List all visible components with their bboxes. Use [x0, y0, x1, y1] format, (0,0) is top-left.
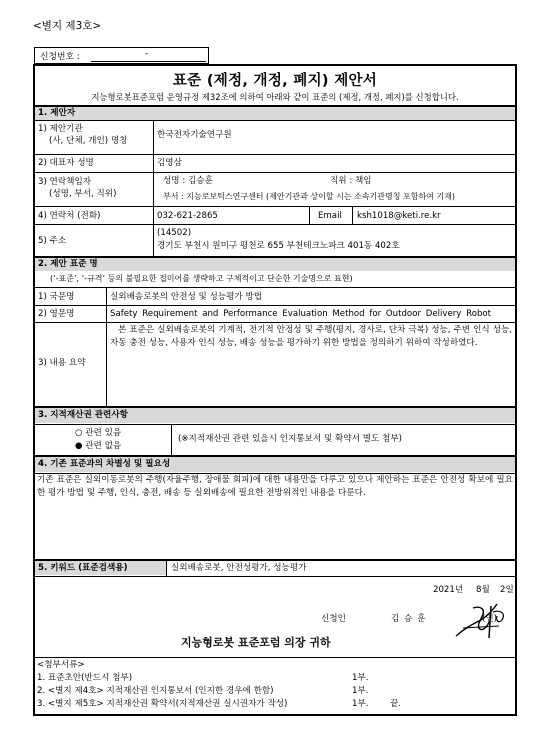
form-title: 표준 (제정, 개정, 폐지) 제안서: [172, 73, 378, 89]
applicant-label: 신청인: [321, 614, 346, 624]
divider: [35, 287, 515, 288]
email-value: ksh1018@keti.re.kr: [357, 211, 441, 221]
column-divider: [171, 424, 172, 455]
section2-header: [35, 258, 515, 271]
divider: [35, 657, 515, 658]
representative-value: 김영삼: [157, 158, 182, 168]
english-name-label: 2) 영문명: [38, 309, 75, 319]
attachment-item: 3. <별지 제5호> 지적재산권 확약서(지적재산권 실시권자가 작성): [37, 699, 288, 709]
attachments-end: 끝.: [390, 699, 402, 709]
form-intro: 지능형로봇표준포럼 운영규정 제32조에 의하여 아래와 같이 표준의 (제정, 개정, 폐지)를 신청합니다.: [91, 92, 459, 102]
attachment-count: 1부.: [352, 699, 369, 709]
divider: [35, 154, 515, 155]
korean-name-value: 실외배송로봇의 안전성 및 성능평가 방법: [110, 292, 263, 302]
necessity-body: 기존 표준은 실외이동로봇의 주행(자율주행, 장애물 회피)에 대한 내용만을 다루고 있으나 제안하는 표준은 안전성 확보에 필요한 평가 방법 및 주행, 인식, 충전, 배송 등 실외배송에 필요한 전방위적인 내용을 다룬다.: [37, 475, 513, 498]
section5-title: 5. 키워드 (표준검색용): [38, 563, 128, 573]
phone-value: 032-621-2865: [157, 211, 218, 221]
section4-title: 4. 기존 표준과의 차별성 및 필요성: [38, 459, 171, 469]
application-number-line: [91, 61, 206, 62]
contact-department: 부서 : 지능로보틱스연구센터 (제안기관과 상이할 시는 소속기관명칭 포함하여 기재): [163, 192, 456, 201]
section1-header: [35, 107, 515, 120]
divider: [35, 224, 515, 225]
attachments-title: <첨부서류>: [37, 660, 85, 670]
ip-note: (※지적재산권 관련 있을시 인지통보서 및 확약서 별도 첨부): [178, 434, 402, 444]
org-label: 1) 제안기관: [38, 124, 83, 134]
application-number-label: 신청번호 :: [40, 52, 80, 62]
ip-option-no[interactable]: ● 관련 없음: [75, 441, 122, 451]
english-name-value: Safety Requirement and Performance Evaluation Method for Outdoor Delivery Robot: [110, 309, 492, 319]
summary-value: 본 표준은 실외배송로봇의 기계적, 전기적 안정성 및 주행(평지, 경사로, 단차 극복) 성능, 주변 인식 성능, 자동 충전 성능, 사용자 인식 성능, 배송 성능을 평가하기 위한 방법을 정의하기 위하여 작성하였다.: [110, 325, 512, 348]
org-label-sub: (사, 단체, 개인) 명칭: [49, 136, 128, 146]
address-value: 경기도 부천시 원미구 평천로 655 부천테크노파크 401동 402호: [157, 241, 400, 251]
date-day: 2일: [500, 585, 514, 595]
column-divider: [352, 206, 353, 224]
signature-icon: [453, 598, 509, 642]
divider: [35, 206, 515, 207]
divider: [35, 120, 515, 121]
attachment-count: 1부.: [352, 673, 369, 683]
korean-name-label: 1) 국문명: [38, 292, 75, 302]
section1-title: 1. 제안자: [38, 108, 76, 118]
attachment-item: 1. 표준초안(반드시 첨부): [37, 673, 133, 683]
divider: [35, 172, 515, 173]
seal-mark: (인): [482, 614, 498, 624]
divider: [35, 322, 515, 323]
section2-title: 2. 제안 표준 명: [38, 259, 98, 269]
column-divider: [309, 206, 310, 224]
applicant-name: 김 승 훈: [391, 614, 427, 624]
attachment-count: 1부.: [352, 686, 369, 696]
email-label: Email: [318, 211, 342, 221]
contact-name: 성명 : 김승훈: [163, 176, 213, 186]
column-divider: [166, 559, 167, 576]
phone-label: 4) 연락처 (전화): [38, 211, 101, 221]
contact-label: 3) 연락책임자: [38, 177, 92, 187]
contact-label-sub: (성명, 부서, 직위): [49, 189, 117, 199]
section3-title: 3. 지적재산권 관련사항: [38, 410, 128, 420]
date-month: 8월: [476, 585, 490, 595]
column-divider: [153, 120, 154, 256]
annex-label: <별지 제3호>: [33, 20, 102, 32]
application-number-dash: -: [145, 49, 149, 59]
addressee: 지능형로봇 표준포럼 의장 귀하: [181, 636, 331, 649]
divider: [35, 576, 515, 577]
keywords-value: 실외배송로봇, 안전성평가, 성능평가: [171, 563, 307, 573]
ip-option-yes[interactable]: ○ 관련 있음: [75, 428, 122, 438]
address-label: 5) 주소: [38, 236, 67, 246]
attachment-item: 2. <별지 제4호> 지적재산권 인지통보서 (인지한 경우에 한함): [37, 686, 274, 696]
summary-label: 3) 내용 요약: [38, 358, 86, 368]
org-value: 한국전자기술연구원: [157, 130, 232, 140]
divider: [35, 424, 515, 425]
contact-position: 직위 : 책임: [330, 176, 372, 186]
application-number-box: [34, 47, 209, 64]
address-postcode: (14502): [157, 228, 192, 238]
date-year: 2021년: [433, 585, 464, 595]
section2-note: (‘-표준’, ‘-규격’ 등의 불필요한 접미어를 생략하고 구체적이고 단순한 기술명으로 표현): [50, 274, 353, 283]
divider: [35, 305, 515, 306]
representative-label: 2) 대표자 성명: [38, 158, 94, 168]
